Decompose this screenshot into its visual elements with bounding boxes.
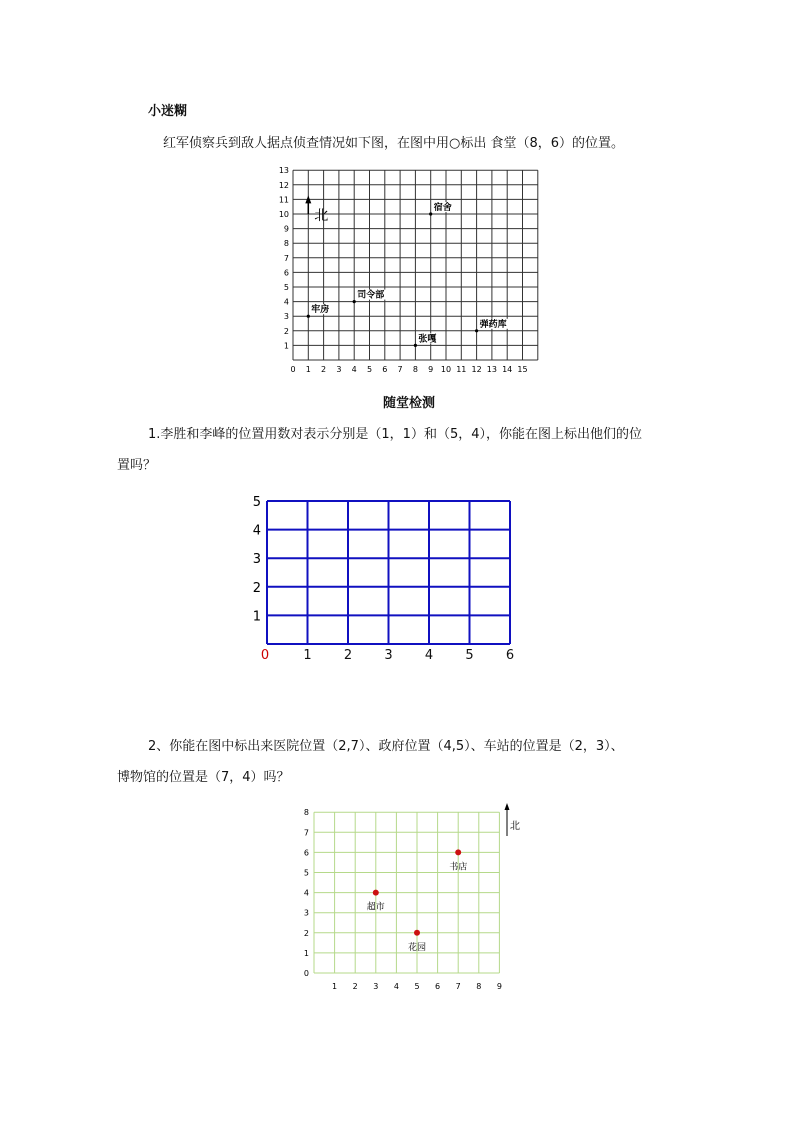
x-tick-label: 4 [351,365,357,374]
x-tick-label: 8 [476,982,482,991]
y-tick-label: 7 [283,253,289,263]
y-tick-label: 2 [303,928,309,938]
x-tick-label: 1 [303,648,312,663]
y-tick-label: 3 [252,552,261,568]
map-point [455,849,461,855]
x-tick-label: 7 [455,982,461,991]
x-tick-label: 3 [373,982,379,991]
y-tick-label: 7 [303,828,309,838]
y-tick-label: 11 [278,195,289,205]
y-tick-label: 5 [303,868,309,878]
point-label: 弹药库 [479,319,507,330]
x-tick-label: 9 [496,982,502,991]
y-tick-label: 5 [252,495,261,510]
x-tick-label: 6 [435,982,441,991]
x-tick-label: 1 [332,982,338,991]
x-tick-label: 12 [471,365,482,374]
question-text-1: 红军侦察兵到敌人据点侦查情况如下图，在图中用○标出 食堂（8，6）的位置。 [163,136,625,151]
question-1-line-1: 1.李胜和李峰的位置用数对表示分别是（1，1）和（5，4），你能在图上标出他们的位 [148,427,642,442]
y-tick-label: 5 [283,283,289,292]
north-label: 北 [510,821,520,832]
x-tick-label: 9 [428,365,434,374]
y-tick-label: 0 [303,969,309,978]
x-tick-label: 0 [290,365,296,374]
y-tick-label: 3 [303,908,309,918]
x-tick-label: 2 [321,365,327,374]
y-tick-label: 2 [252,580,261,596]
question-2-line-2: 博物馆的位置是（7，4）吗？ [117,770,290,785]
question-1-line-2: 置吗？ [117,458,157,473]
point-label: 司令部 [357,290,385,301]
x-tick-label: 10 [440,365,452,374]
x-tick-label: 1 [305,365,311,374]
y-tick-label: 8 [283,239,289,249]
point-label: 花园 [407,942,427,953]
point-label: 超市 [366,902,385,913]
point-label: 书店 [449,862,468,873]
y-tick-label: 10 [278,210,289,219]
map-point [414,930,420,936]
x-tick-label: 3 [336,365,342,374]
north-arrow-head [505,803,510,810]
section-heading-suitangjiance: 随堂检测 [383,396,436,411]
y-tick-label: 12 [278,180,289,190]
x-tick-label: 6 [382,365,388,374]
y-tick-label: 9 [283,224,289,234]
x-tick-label: 14 [502,365,513,374]
y-tick-label: 6 [283,268,289,278]
y-tick-label: 3 [283,312,289,322]
y-tick-label: 6 [303,848,309,858]
x-tick-label: 13 [486,365,497,374]
y-tick-label: 1 [303,948,309,958]
x-tick-label: 15 [517,365,528,374]
x-tick-label: 5 [366,365,373,374]
point-label: 张嘎 [418,334,437,345]
x-tick-label: 11 [456,365,467,374]
y-tick-label: 2 [283,326,289,336]
x-tick-label: 2 [343,648,353,663]
x-tick-label: 8 [412,365,418,374]
section-heading-xiaomihu: 小迷糊 [148,104,188,119]
y-tick-label: 1 [252,609,261,625]
x-tick-label: 3 [384,648,393,663]
y-tick-label: 4 [283,297,289,307]
x-tick-label: 5 [414,982,420,991]
x-tick-label: 7 [397,365,403,374]
map-point [373,890,379,896]
x-tick-label: 2 [352,982,358,991]
x-tick-label: 5 [465,648,474,663]
point-label: 牢房 [311,305,330,316]
x-tick-label: 4 [424,648,434,663]
y-tick-label: 4 [252,523,261,539]
north-label: 北 [314,207,329,224]
point-label: 宿舍 [433,203,452,213]
x-tick-label: 6 [505,648,515,663]
question-2-line-1: 2、你能在图中标出来医院位置（2,7）、政府位置（4,5）、车站的位置是（2，3）、 [148,739,624,754]
y-tick-label: 13 [278,166,289,176]
y-tick-label: 4 [303,888,309,898]
x-tick-label: 4 [393,982,399,991]
y-tick-label: 8 [303,808,309,818]
y-tick-label: 1 [283,341,289,351]
origin-label: 0 [260,648,270,663]
